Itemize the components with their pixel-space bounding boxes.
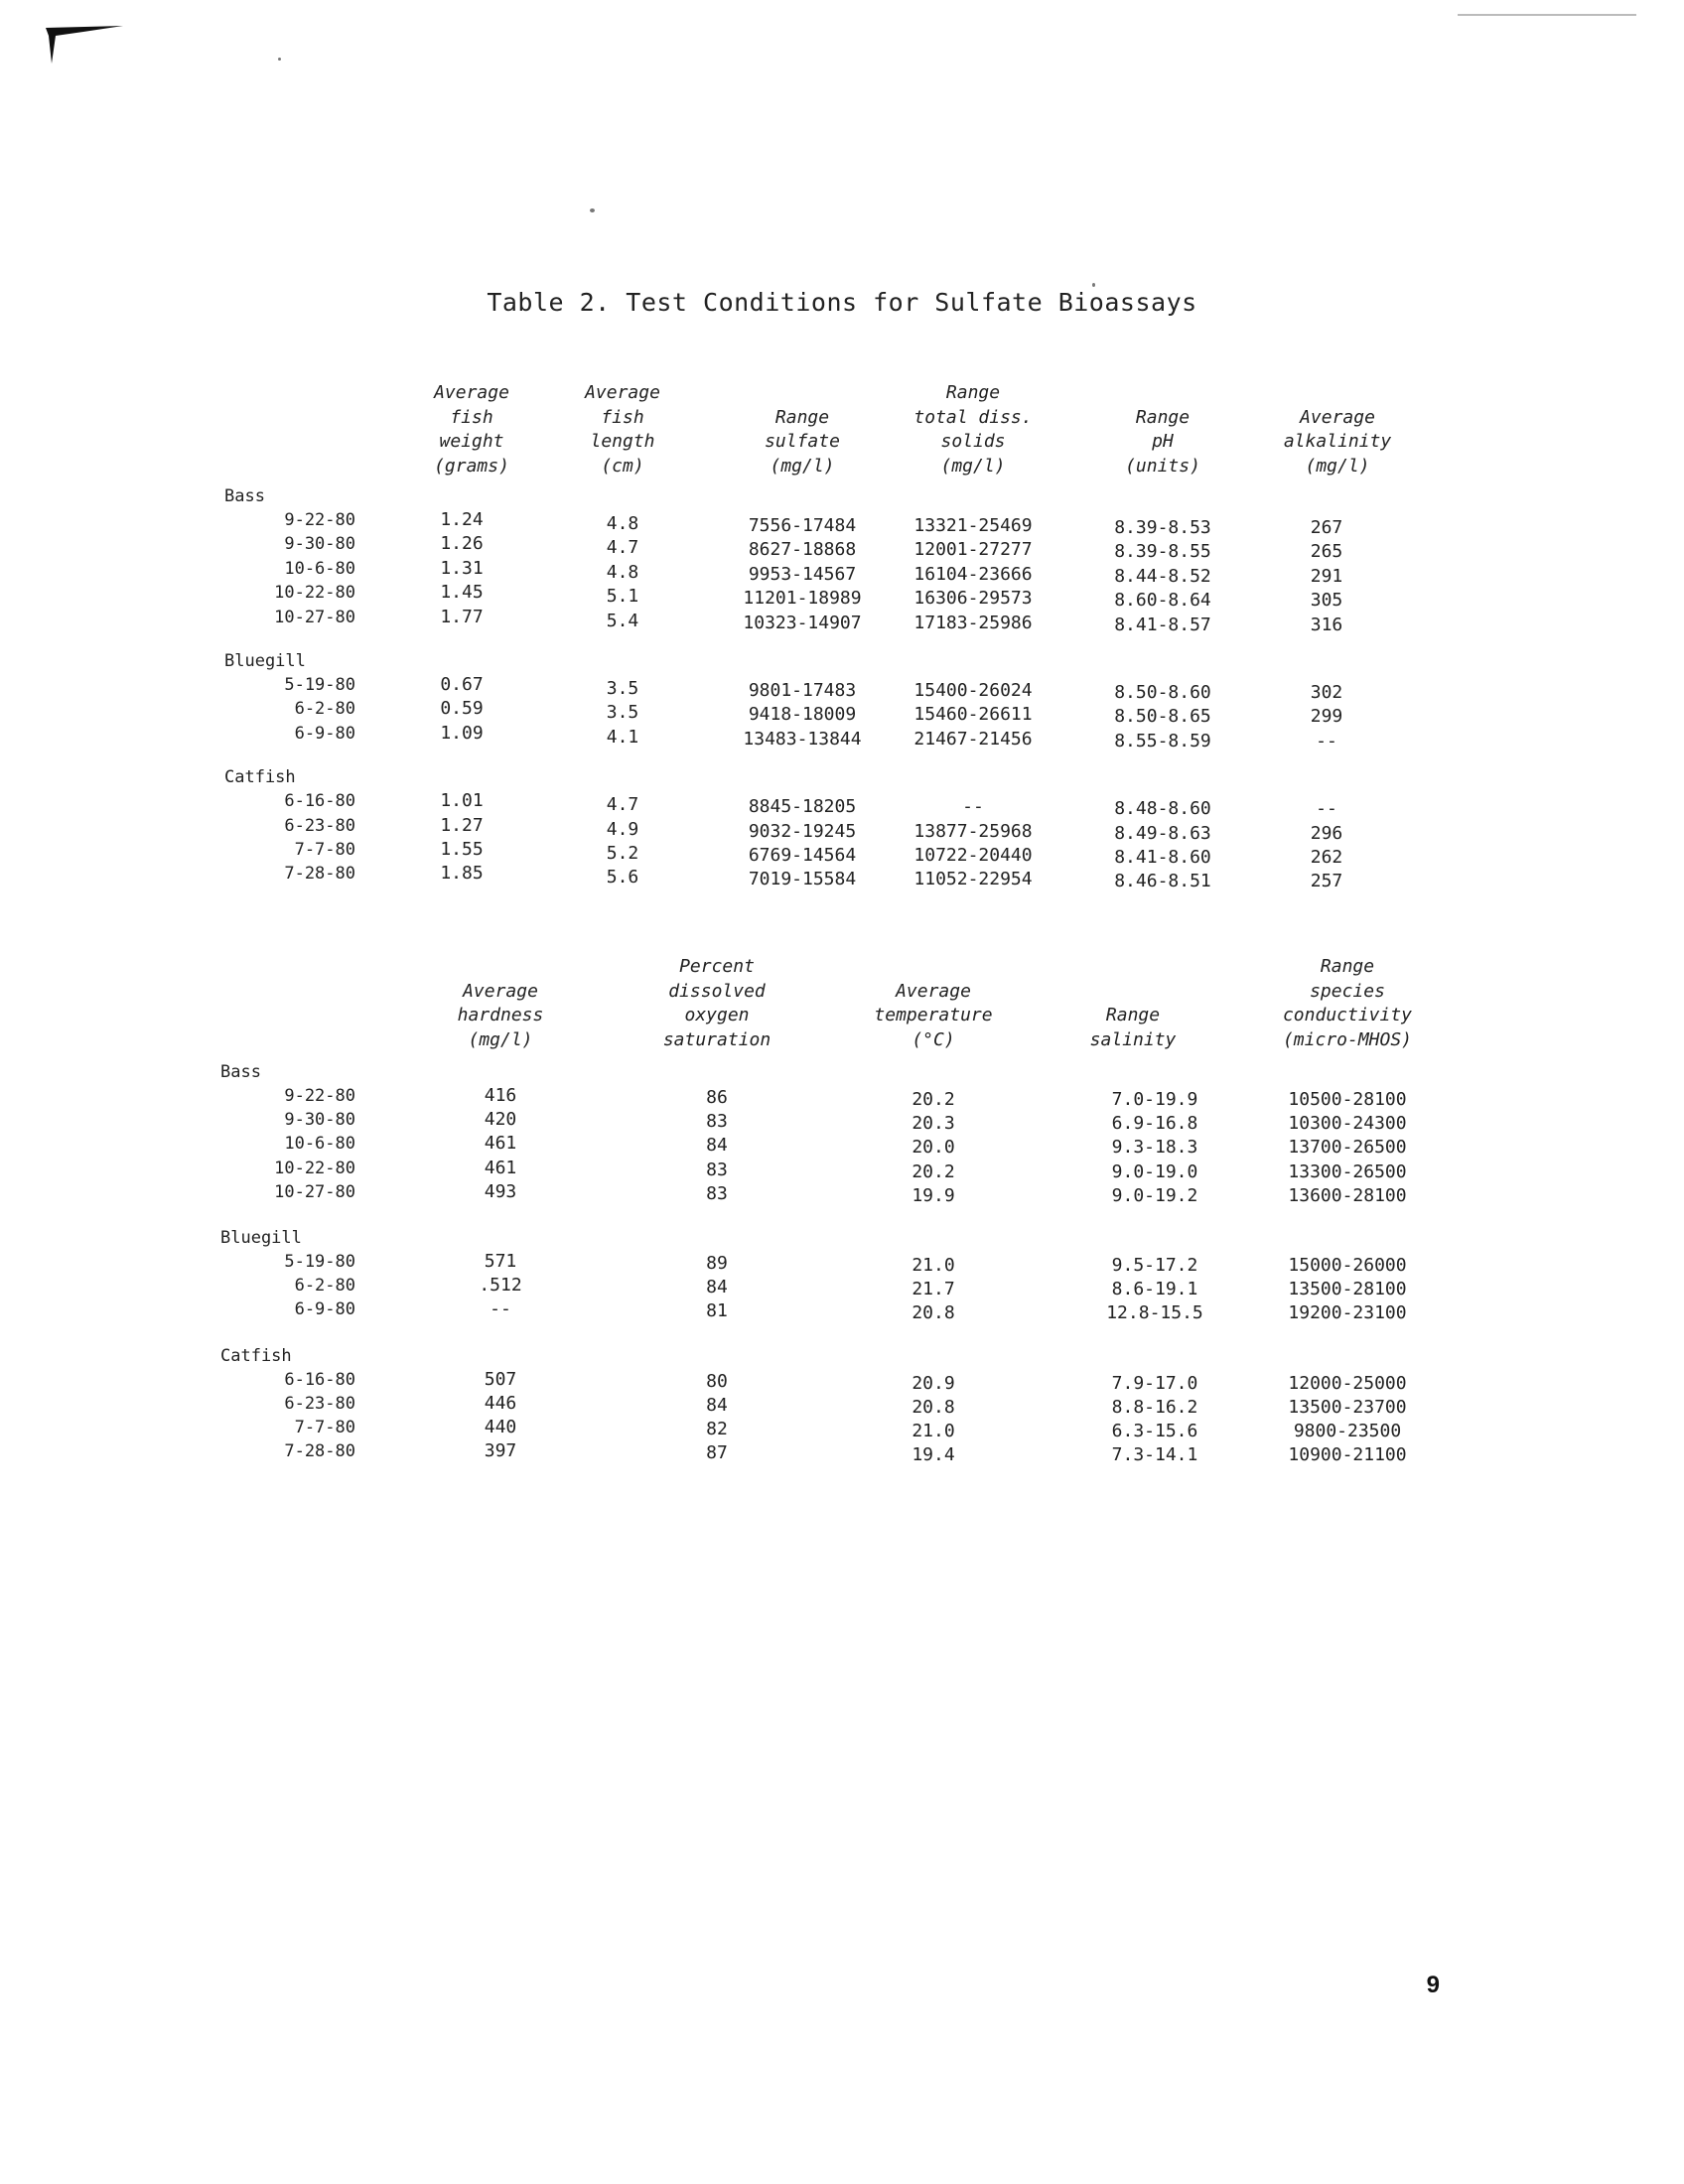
table-cell: 6.9-16.8 — [1111, 1113, 1198, 1135]
table-title: Table 2. Test Conditions for Sulfate Bioassays — [487, 288, 1197, 317]
table-cell: 6.3-15.6 — [1111, 1421, 1198, 1441]
table-cell: 20.0 — [912, 1137, 955, 1159]
scan-speck — [590, 208, 595, 212]
table-cell: 0.67 — [440, 674, 484, 695]
column-header-line: sulfate — [765, 431, 840, 452]
table-cell: 4.1 — [606, 726, 639, 748]
table-cell: 83 — [706, 1111, 728, 1133]
table-cell: 299 — [1310, 706, 1343, 728]
table-cell: 7.0-19.9 — [1111, 1089, 1198, 1110]
table-cell: 8.60-8.64 — [1114, 590, 1211, 612]
table-cell: 7.9-17.0 — [1111, 1372, 1198, 1394]
column-header-line: length — [590, 431, 655, 452]
table-cell: 461 — [484, 1157, 517, 1178]
table-cell: 296 — [1310, 822, 1343, 844]
table-cell: 16104-23666 — [913, 563, 1033, 585]
table-cell: 84 — [706, 1277, 728, 1298]
column-header-line: Average — [585, 382, 660, 403]
table-cell: 13877-25968 — [913, 820, 1033, 842]
table-cell: 8.8-16.2 — [1111, 1396, 1198, 1418]
table-cell: 4.9 — [606, 818, 639, 840]
table-cell: 9.3-18.3 — [1111, 1137, 1198, 1159]
table-cell: 13300-26500 — [1288, 1160, 1407, 1182]
table-cell: 493 — [484, 1180, 517, 1202]
table-cell: 11201-18989 — [743, 588, 862, 610]
table-cell: 8845-18205 — [748, 796, 857, 818]
group-label: Bluegill — [220, 1228, 302, 1248]
table-cell: 89 — [706, 1253, 728, 1274]
table-cell: 84 — [706, 1394, 728, 1416]
row-date: 10-22-80 — [274, 1158, 355, 1178]
column-header-line: (units) — [1125, 455, 1200, 477]
column-header-line: hardness — [457, 1005, 544, 1025]
row-date: 10-27-80 — [274, 607, 355, 627]
row-date: 7-7-80 — [294, 1418, 355, 1437]
table-cell: 461 — [484, 1133, 517, 1155]
table-cell: 0.59 — [440, 698, 484, 720]
table-cell: 83 — [706, 1182, 728, 1204]
table-cell: 9953-14567 — [748, 563, 857, 585]
table-cell: 305 — [1310, 590, 1343, 612]
table-cell: 8627-18868 — [748, 539, 857, 561]
row-date: 9-30-80 — [284, 534, 355, 555]
table-cell: 19200-23100 — [1288, 1302, 1407, 1324]
column-header — [608, 955, 826, 1052]
table-cell: 4.7 — [606, 794, 639, 816]
column-header-line: Average — [1300, 406, 1375, 428]
table-cell: 316 — [1310, 614, 1343, 635]
table-cell: 4.7 — [606, 537, 639, 559]
group-label: Catfish — [220, 1345, 292, 1366]
table-cell: 13483-13844 — [743, 728, 862, 750]
column-header-line: dissolved — [668, 980, 766, 1002]
column-header-line: Range — [1320, 956, 1375, 977]
table-cell: 82 — [706, 1419, 728, 1439]
table-cell: 13500-28100 — [1288, 1279, 1407, 1300]
group-label: Catfish — [224, 767, 296, 788]
scan-speck — [1092, 283, 1095, 287]
table-cell: 10900-21100 — [1288, 1444, 1407, 1466]
table-cell: 1.01 — [440, 790, 484, 812]
table-cell: 9032-19245 — [748, 820, 857, 842]
column-header-line: pH — [1152, 431, 1174, 452]
table-cell: 83 — [706, 1159, 728, 1180]
row-date: 6-16-80 — [284, 791, 355, 812]
table-cell: -- — [962, 796, 984, 818]
table-cell: 1.55 — [440, 839, 484, 860]
column-header-line: Average — [896, 980, 971, 1002]
table-cell: 11052-22954 — [913, 869, 1033, 890]
table-cell: 9800-23500 — [1293, 1421, 1402, 1441]
table-cell: 10323-14907 — [743, 612, 862, 633]
table-cell: 8.39-8.55 — [1114, 541, 1211, 563]
table-cell: 81 — [706, 1300, 728, 1322]
row-date: 6-23-80 — [284, 815, 355, 836]
column-header-line: Percent — [679, 956, 755, 977]
table-cell: 86 — [706, 1087, 728, 1108]
column-header-line: Range — [1105, 1005, 1161, 1025]
column-header — [864, 381, 1082, 478]
row-date: 9-30-80 — [284, 1110, 355, 1131]
table-cell: 1.26 — [440, 533, 484, 555]
table-cell: 20.9 — [912, 1372, 955, 1394]
row-date: 10-6-80 — [284, 1134, 355, 1155]
table-cell: 7.3-14.1 — [1111, 1444, 1198, 1466]
column-header-line: (cm) — [601, 455, 644, 477]
table-cell: 5.1 — [606, 586, 639, 608]
row-date: 5-19-80 — [284, 1252, 355, 1272]
column-header-line: Range — [1135, 406, 1191, 428]
table-cell: 87 — [706, 1442, 728, 1464]
group-label: Bass — [224, 486, 265, 506]
row-date: 10-27-80 — [274, 1181, 355, 1202]
table-cell: 13321-25469 — [913, 515, 1033, 536]
table-cell: 1.77 — [440, 606, 484, 627]
column-header-line: weight — [439, 431, 504, 452]
table-cell: 5.6 — [606, 867, 639, 888]
table-cell: 7019-15584 — [748, 869, 857, 890]
table-cell: 80 — [706, 1370, 728, 1392]
column-header — [391, 980, 610, 1053]
table-cell: 19.4 — [912, 1444, 955, 1466]
table-cell: 8.46-8.51 — [1114, 871, 1211, 892]
table-cell: 19.9 — [912, 1184, 955, 1206]
table-cell: 291 — [1310, 565, 1343, 587]
column-header-line: fish — [450, 406, 493, 428]
column-header-line: Range — [945, 382, 1001, 403]
table-cell: 1.24 — [440, 509, 484, 530]
column-header-line: (mg/l) — [1305, 455, 1370, 477]
row-date: 7-28-80 — [284, 1441, 355, 1462]
table-cell: 8.49-8.63 — [1114, 822, 1211, 844]
row-date: 10-22-80 — [274, 583, 355, 604]
table-cell: 9418-18009 — [748, 704, 857, 726]
group-label: Bluegill — [224, 651, 306, 671]
table-cell: 13500-23700 — [1288, 1396, 1407, 1418]
table-cell: 8.48-8.60 — [1114, 798, 1211, 820]
column-header-line: Average — [434, 382, 509, 403]
column-header-line: alkalinity — [1283, 431, 1392, 452]
scan-corner-mark — [44, 24, 123, 83]
row-date: 6-16-80 — [284, 1369, 355, 1390]
table-cell: 9.0-19.2 — [1111, 1184, 1198, 1206]
table-cell: -- — [490, 1298, 511, 1320]
column-header-line: salinity — [1089, 1028, 1177, 1050]
table-cell: 13700-26500 — [1288, 1137, 1407, 1159]
table-cell: 15000-26000 — [1288, 1255, 1407, 1276]
column-header-line: (mg/l) — [770, 455, 835, 477]
row-date: 6-2-80 — [294, 699, 355, 720]
table-cell: 10300-24300 — [1288, 1113, 1407, 1135]
table-cell: 1.31 — [440, 557, 484, 579]
row-date: 7-7-80 — [294, 840, 355, 860]
column-header-line: (mg/l) — [940, 455, 1006, 477]
column-header-line: fish — [601, 406, 644, 428]
column-header — [1024, 1004, 1242, 1052]
table-cell: 20.8 — [912, 1396, 955, 1418]
column-header-line: Average — [463, 980, 538, 1002]
table-cell: 8.55-8.59 — [1114, 730, 1211, 751]
table-cell: 262 — [1310, 847, 1343, 868]
row-date: 6-23-80 — [284, 1393, 355, 1414]
table-cell: 397 — [484, 1440, 517, 1462]
column-header — [1228, 406, 1447, 479]
table-cell: 16306-29573 — [913, 588, 1033, 610]
table-cell: 9.0-19.0 — [1111, 1160, 1198, 1182]
column-header-line: oxygen — [684, 1005, 750, 1025]
column-header — [1238, 955, 1457, 1052]
table-cell: 20.3 — [912, 1113, 955, 1135]
column-header-line: total diss. — [913, 406, 1033, 428]
table-cell: 15400-26024 — [913, 680, 1033, 701]
table-cell: 17183-25986 — [913, 612, 1033, 633]
table-cell: 4.8 — [606, 561, 639, 583]
group-label: Bass — [220, 1062, 261, 1082]
column-header-line: (micro-MHOS) — [1282, 1028, 1413, 1050]
table-cell: 8.41-8.57 — [1114, 614, 1211, 635]
column-header-line: Range — [774, 406, 830, 428]
table-cell: 9.5-17.2 — [1111, 1255, 1198, 1276]
table-cell: 4.8 — [606, 513, 639, 534]
table-cell: 21467-21456 — [913, 728, 1033, 750]
row-date: 9-22-80 — [284, 1086, 355, 1106]
table-cell: 20.2 — [912, 1089, 955, 1110]
column-header-line: (grams) — [434, 455, 509, 477]
table-cell: 507 — [484, 1368, 517, 1390]
row-date: 6-9-80 — [294, 723, 355, 744]
table-cell: 265 — [1310, 541, 1343, 563]
table-cell: .512 — [479, 1275, 522, 1297]
table-cell: 1.85 — [440, 863, 484, 885]
table-cell: 12001-27277 — [913, 539, 1033, 561]
table-cell: 257 — [1310, 871, 1343, 892]
table-cell: 20.2 — [912, 1160, 955, 1182]
row-date: 9-22-80 — [284, 510, 355, 530]
table-cell: 1.09 — [440, 722, 484, 744]
table-cell: 21.7 — [912, 1279, 955, 1300]
column-header-line: solids — [940, 431, 1006, 452]
table-cell: 84 — [706, 1135, 728, 1157]
row-date: 5-19-80 — [284, 675, 355, 695]
table-cell: 9801-17483 — [748, 680, 857, 701]
table-cell: 6769-14564 — [748, 845, 857, 866]
column-header-line: conductivity — [1282, 1005, 1413, 1025]
table-cell: 571 — [484, 1251, 517, 1272]
table-cell: 267 — [1310, 517, 1343, 538]
column-header-line: (mg/l) — [468, 1028, 533, 1050]
table-cell: 10500-28100 — [1288, 1089, 1407, 1110]
table-cell: 5.2 — [606, 843, 639, 864]
table-cell: 8.44-8.52 — [1114, 565, 1211, 587]
row-date: 10-6-80 — [284, 558, 355, 579]
table-cell: 8.39-8.53 — [1114, 517, 1211, 538]
row-date: 6-9-80 — [294, 1299, 355, 1320]
table-cell: 21.0 — [912, 1421, 955, 1441]
table-cell: 1.45 — [440, 582, 484, 604]
table-cell: 416 — [484, 1085, 517, 1106]
column-header-line: temperature — [874, 1005, 993, 1025]
table-cell: -- — [1316, 730, 1337, 751]
row-date: 7-28-80 — [284, 864, 355, 885]
table-cell: 440 — [484, 1417, 517, 1437]
table-cell: 420 — [484, 1109, 517, 1131]
column-header-line: species — [1310, 980, 1385, 1002]
table-cell: 15460-26611 — [913, 704, 1033, 726]
table-cell: -- — [1316, 798, 1337, 820]
table-cell: 12000-25000 — [1288, 1372, 1407, 1394]
table-cell: 13600-28100 — [1288, 1184, 1407, 1206]
table-cell: 8.41-8.60 — [1114, 847, 1211, 868]
table-cell: 302 — [1310, 682, 1343, 703]
table-cell: 20.8 — [912, 1302, 955, 1324]
table-cell: 8.50-8.60 — [1114, 682, 1211, 703]
table-cell: 8.6-19.1 — [1111, 1279, 1198, 1300]
page-number: 9 — [1426, 1972, 1440, 1998]
row-date: 6-2-80 — [294, 1276, 355, 1297]
table-cell: 1.27 — [440, 814, 484, 836]
column-header-line: (°C) — [912, 1028, 955, 1050]
column-header-line: saturation — [662, 1028, 772, 1050]
table-cell: 12.8-15.5 — [1106, 1302, 1203, 1324]
scan-speck — [1458, 14, 1636, 16]
table-cell: 10722-20440 — [913, 845, 1033, 866]
scan-speck — [278, 58, 281, 61]
table-cell: 3.5 — [606, 678, 639, 699]
table-cell: 3.5 — [606, 702, 639, 724]
column-header — [824, 980, 1043, 1053]
table-cell: 8.50-8.65 — [1114, 706, 1211, 728]
table-cell: 21.0 — [912, 1255, 955, 1276]
table-cell: 5.4 — [606, 610, 639, 631]
table-cell: 446 — [484, 1392, 517, 1414]
table-cell: 7556-17484 — [748, 515, 857, 536]
